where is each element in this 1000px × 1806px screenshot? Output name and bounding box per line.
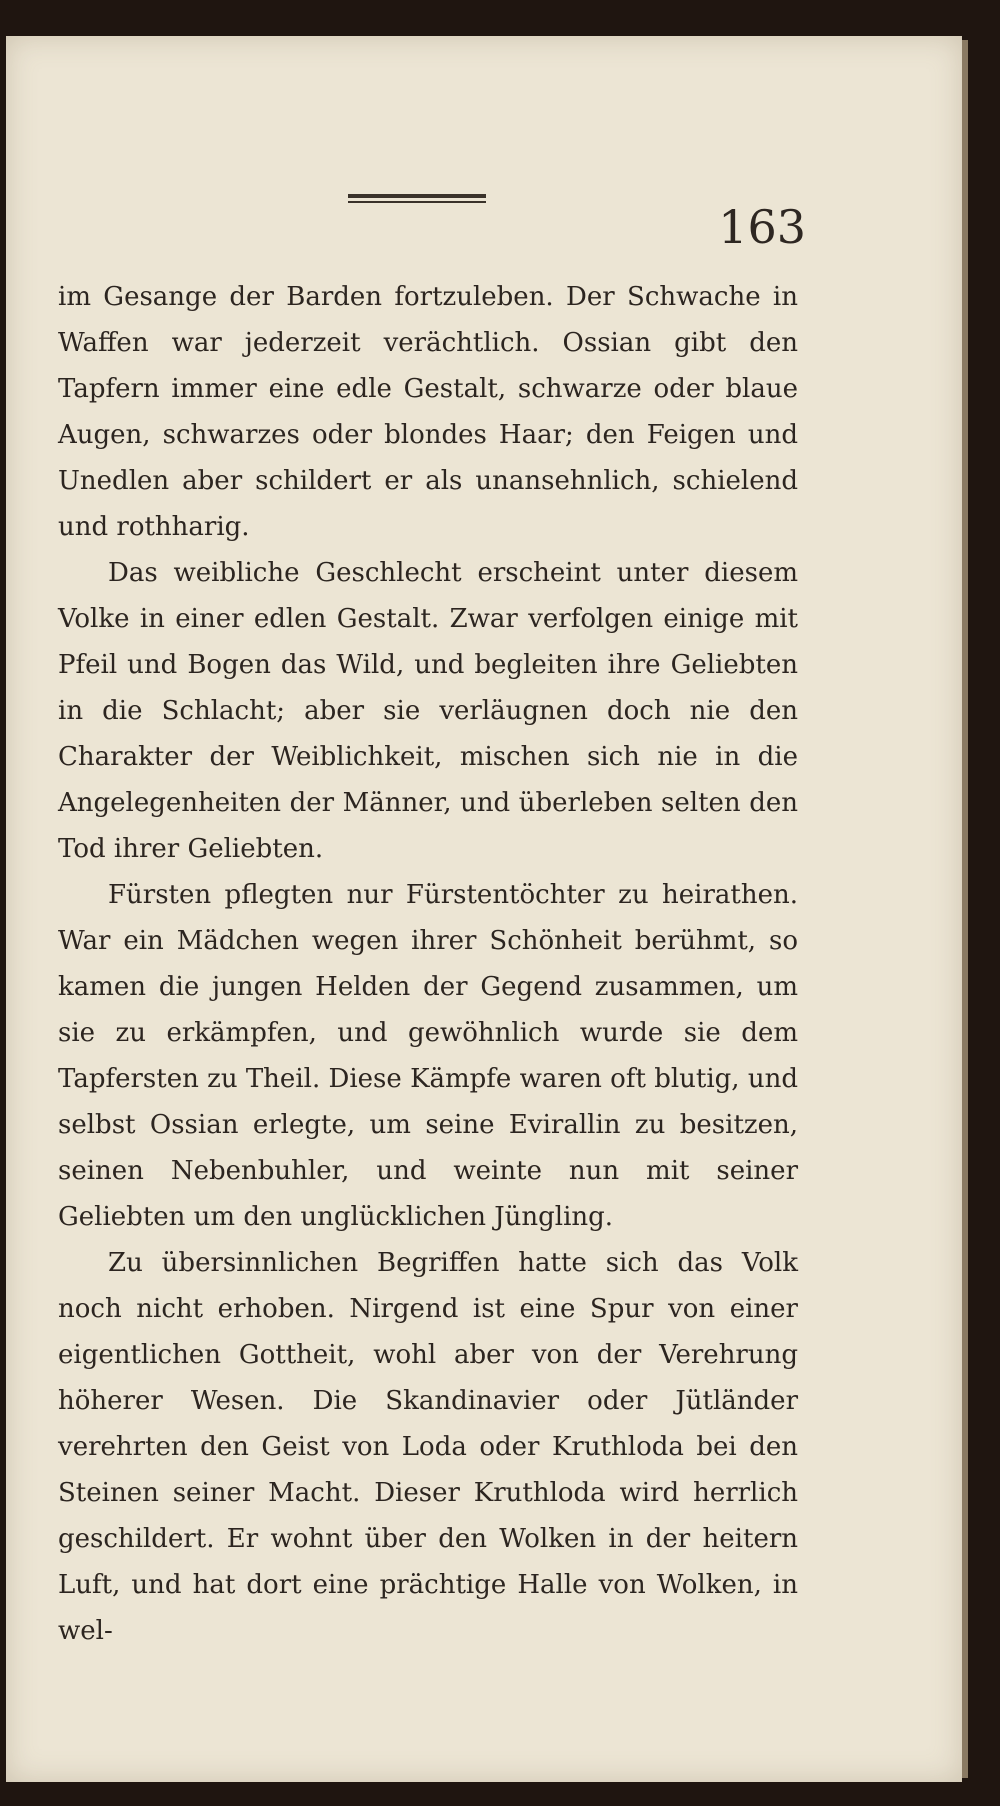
header-ornament-rule (348, 194, 486, 204)
header-rule-thick (348, 194, 486, 198)
paragraph: Das weibliche Geschlecht erscheint unter diesem Volke in einer edlen Gestalt. Zwar verfolgen einige mit Pfeil und Bogen das Wild, und begleiten ihre Geliebten in die Schlacht; aber sie verläugnen doch nie den Charakter der Weiblichkeit, mischen sich nie in die Angelegenheiten der Männer, und überleben selten den Tod ihrer Geliebten. (58, 558, 798, 864)
page-number: 163 (718, 200, 806, 254)
book-page (6, 36, 962, 1782)
paragraph: Zu übersinnlichen Begriffen hatte sich das Volk noch nicht erhoben. Nirgend ist eine Spur von einer eigentlichen Gottheit, wohl aber von der Verehrung höherer Wesen. Die Skandinavier oder Jütländer verehrten den Geist von Loda oder Kruthloda bei den Steinen seiner Macht. Dieser Kruthloda wird herrlich geschildert. Er wohnt über den Wolken in der heitern Luft, und hat dort eine prächtige Halle von Wolken, in wel- (58, 1248, 798, 1646)
paragraph: im Gesange der Barden fortzuleben. Der Schwache in Waffen war jederzeit verächtlich. Ossian gibt den Tapfern immer eine edle Gestalt, schwarze oder blaue Augen, schwarzes oder blondes Haar; den Feigen und Unedlen aber schildert er als unansehnlich, schielend und rothharig. (58, 282, 798, 542)
paragraph: Fürsten pflegten nur Fürstentöchter zu heirathen. War ein Mädchen wegen ihrer Schönheit berühmt, so kamen die jungen Helden der Gegend zusammen, um sie zu erkämpfen, und gewöhnlich wurde sie dem Tapfersten zu Theil. Diese Kämpfe waren oft blutig, und selbst Ossian erlegte, um seine Evirallin zu besitzen, seinen Nebenbuhler, und weinte nun mit seiner Geliebten um den unglücklichen Jüngling. (58, 880, 798, 1232)
header-rule-thin (348, 201, 486, 203)
body-text (58, 274, 798, 1654)
page-edge (962, 40, 968, 1778)
